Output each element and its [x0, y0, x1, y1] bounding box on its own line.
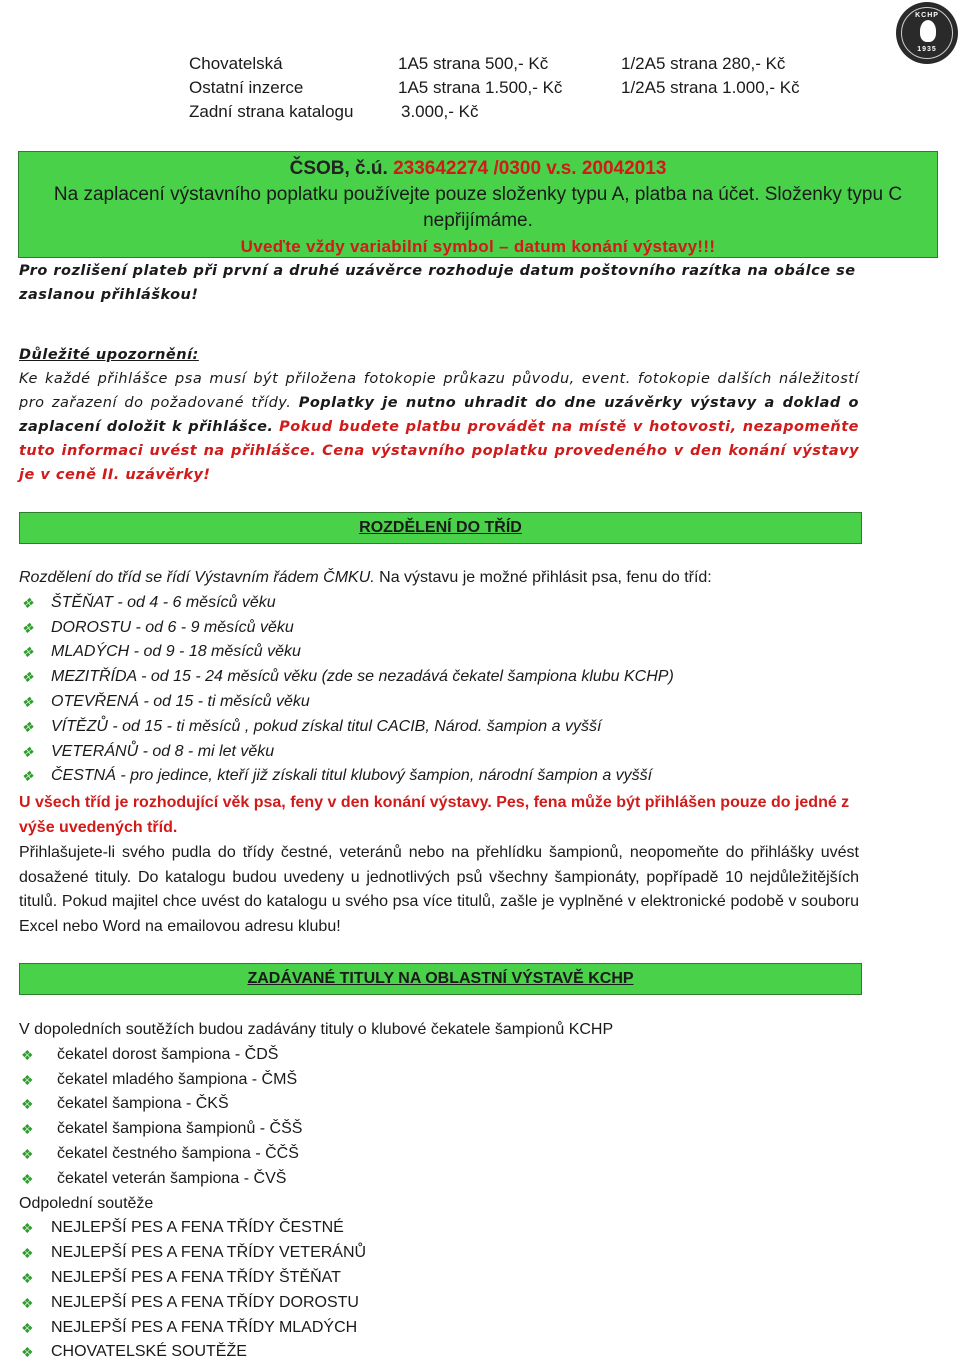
list-item [19, 1316, 859, 1341]
classes-intro-italic: Rozdělení do tříd se řídí Výstavním řádem ČMKU. [19, 569, 375, 586]
classes-intro-normal: Na výstavu je možné přihlásit psa, fenu do tříd: [379, 569, 712, 586]
important-text-4: Cena výstavního poplatku provedeného v den konání výstavy je v ceně II. uzávěrky! [19, 443, 860, 483]
diamond-bullet-icon: ❖ [21, 1071, 34, 1088]
payment-instruction: Na zaplacení výstavního poplatku používejte pouze složenky typu A, platba na účet. Složenky typu C [53, 184, 903, 205]
diamond-bullet-icon: ❖ [21, 1319, 34, 1336]
account-number: 233642274 /0300 v.s. 20042013 [393, 158, 667, 179]
diamond-bullet-icon: ❖ [21, 1245, 34, 1262]
diamond-bullet-icon: ❖ [21, 1096, 34, 1113]
list-item [19, 1043, 859, 1068]
price-half-page: 1/2A5 strana 1.000,- Kč [621, 78, 800, 97]
age-note-b: Pes, fena může být přihlášen pouze do jedné z výše uvedených tříd. [19, 794, 850, 836]
age-note [19, 791, 859, 841]
variable-symbol-note: Uveďte vždy variabilní symbol – datum konání výstavy!!! [240, 237, 716, 256]
title-item-text: čekatel veterán šampiona - ČVŠ [57, 1169, 287, 1187]
titles-header-text: ZADÁVANÉ TITULY NA OBLASTNÍ VÝSTAVĚ KCHP [247, 970, 634, 987]
titles-section-header [19, 963, 862, 995]
list-item [19, 591, 859, 616]
diamond-bullet-icon: ❖ [21, 1220, 34, 1237]
postmark-note: Pro rozlišení plateb při první a druhé uzávěrce rozhoduje datum poštovního razítka na obálce se zaslanou přihláškou! [19, 263, 856, 303]
list-item [19, 764, 859, 789]
title-item-text: čekatel šampiona - ČKŠ [57, 1095, 229, 1113]
diamond-bullet-icon: ❖ [21, 1294, 34, 1311]
logo-top-text: KCHP [915, 12, 939, 19]
class-item-text: ČESTNÁ - pro jedince, kteří již získali titul klubový šampion, národní šampion a vyšší [51, 767, 653, 785]
important-text-2: Poplatky je nutno uhradit do dne uzávěrky výstavy a doklad o zaplacení doložit k přihlášce. [19, 395, 860, 435]
class-item-text: OTEVŘENÁ - od 15 - ti měsíců věku [51, 692, 310, 710]
title-item-text: čekatel dorost šampiona - ČDŠ [57, 1045, 279, 1063]
diamond-bullet-icon: ❖ [21, 669, 34, 686]
classes-section [19, 566, 859, 940]
diamond-bullet-icon: ❖ [21, 644, 34, 661]
important-heading: Důležité upozornění: [19, 347, 199, 363]
list-item [19, 1340, 859, 1365]
class-item-text: VETERÁNŮ - od 8 - mi let věku [51, 742, 275, 760]
price-full-page: 1A5 strana 1.500,- Kč [398, 78, 563, 97]
important-text-3: Pokud budete platbu provádět na místě v hotovosti, nezapomeňte tuto informaci uvést na přihlášce. [19, 419, 860, 459]
price-half-page: 1/2A5 strana 280,- Kč [621, 54, 786, 73]
competition-item-text: NEJLEPŠÍ PES A FENA TŘÍDY ČESTNÉ [51, 1219, 344, 1237]
afternoon-intro: Odpolední soutěže [19, 1194, 154, 1212]
list-item [19, 690, 859, 715]
list-item [19, 1291, 859, 1316]
list-item [19, 1216, 859, 1241]
price-back-cover: 3.000,- Kč [401, 102, 479, 121]
price-label: Chovatelská [189, 54, 283, 73]
titles-section [19, 1018, 859, 1365]
age-note-a: U všech tříd je rozhodující věk psa, feny v den konání výstavy. [19, 794, 492, 812]
competition-item-text: NEJLEPŠÍ PES A FENA TŘÍDY VETERÁNŮ [51, 1244, 367, 1262]
class-item-text: VÍTĚZŮ - od 15 - ti měsíců , pokud získal titul CACIB, Národ. šampion a vyšší [51, 717, 602, 735]
diamond-bullet-icon: ❖ [21, 743, 34, 760]
poodle-icon [920, 20, 936, 42]
title-item-text: čekatel mladého šampiona - ČMŠ [57, 1070, 298, 1088]
morning-title-list [19, 1043, 859, 1192]
list-item [19, 665, 859, 690]
morning-intro: V dopoledních soutěžích budou zadávány tituly o klubové čekatele šampionů KCHP [19, 1021, 614, 1038]
competition-item-text: NEJLEPŠÍ PES A FENA TŘÍDY ŠTĚŇAT [51, 1268, 341, 1286]
diamond-bullet-icon: ❖ [21, 1046, 34, 1063]
bank-account-line [19, 156, 937, 182]
important-text [19, 367, 859, 487]
list-item [19, 1241, 859, 1266]
list-item [19, 1117, 859, 1142]
price-label: Zadní strana katalogu [189, 102, 354, 121]
payment-info-box [18, 151, 938, 258]
diamond-bullet-icon: ❖ [21, 718, 34, 735]
title-item-text: čekatel čestného šampiona - ČČŠ [57, 1144, 299, 1162]
diamond-bullet-icon: ❖ [21, 1269, 34, 1286]
diamond-bullet-icon: ❖ [21, 1121, 34, 1138]
price-label: Ostatní inzerce [189, 78, 304, 97]
list-item [19, 1092, 859, 1117]
competition-item-text: NEJLEPŠÍ PES A FENA TŘÍDY DOROSTU [51, 1293, 359, 1311]
list-item [19, 1142, 859, 1167]
class-item-text: ŠTĚŇAT - od 4 - 6 měsíců věku [51, 593, 276, 611]
club-logo [896, 2, 958, 64]
list-item [19, 1266, 859, 1291]
class-list [19, 591, 859, 789]
diamond-bullet-icon: ❖ [21, 619, 34, 636]
diamond-bullet-icon: ❖ [21, 594, 34, 611]
list-item [19, 715, 859, 740]
class-item-text: MEZITŘÍDA - od 15 - 24 měsíců věku (zde se nezadává čekatel šampiona klubu KCHP) [51, 668, 674, 686]
important-text-1: Ke každé přihlášce psa musí být přiložena fotokopie průkazu původu, event. fotokopie dalších náležitostí pro zařazení do požadované třídy. [19, 371, 859, 411]
competition-item-text: CHOVATELSKÉ SOUTĚŽE [51, 1343, 247, 1361]
classes-header-text: ROZDĚLENÍ DO TŘÍD [359, 519, 522, 536]
diamond-bullet-icon: ❖ [21, 693, 34, 710]
list-item [19, 740, 859, 765]
diamond-bullet-icon: ❖ [21, 768, 34, 785]
titles-note: Přihlašujete-li svého pudla do třídy čestné, veteránů nebo na přehlídku šampionů, neopomeňte do přihlášky uvést dosažené tituly. Do katalogu budou uvedeny u jednotlivých psů všechny šampionáty, popřípadě 10 nejdůležitějších titulů. Pokud majitel chce uvést do katalogu u svého psa více titulů, zašle je vyplněné v elektronické podobě v souboru Excel nebo Word na emailovou adresu klubu! [19, 843, 859, 936]
important-notice [19, 343, 859, 487]
price-full-page: 1A5 strana 500,- Kč [398, 54, 549, 73]
class-item-text: DOROSTU - od 6 - 9 měsíců věku [51, 618, 294, 636]
list-item [19, 640, 859, 665]
list-item [19, 1167, 859, 1192]
title-item-text: čekatel šampiona šampionů - ČŠŠ [57, 1120, 303, 1138]
bank-name: ČSOB, č.ú. [289, 158, 388, 179]
logo-bottom-text: 1935 [917, 46, 937, 53]
payment-instruction-cont: nepřijímáme. [423, 210, 533, 231]
diamond-bullet-icon: ❖ [21, 1170, 34, 1187]
diamond-bullet-icon: ❖ [21, 1344, 34, 1361]
competition-item-text: NEJLEPŠÍ PES A FENA TŘÍDY MLADÝCH [51, 1318, 358, 1336]
afternoon-competition-list [19, 1216, 859, 1365]
classes-section-header [19, 512, 862, 544]
classes-intro [19, 566, 859, 591]
list-item [19, 1068, 859, 1093]
diamond-bullet-icon: ❖ [21, 1145, 34, 1162]
list-item [19, 616, 859, 641]
class-item-text: MLADÝCH - od 9 - 18 měsíců věku [51, 643, 301, 661]
